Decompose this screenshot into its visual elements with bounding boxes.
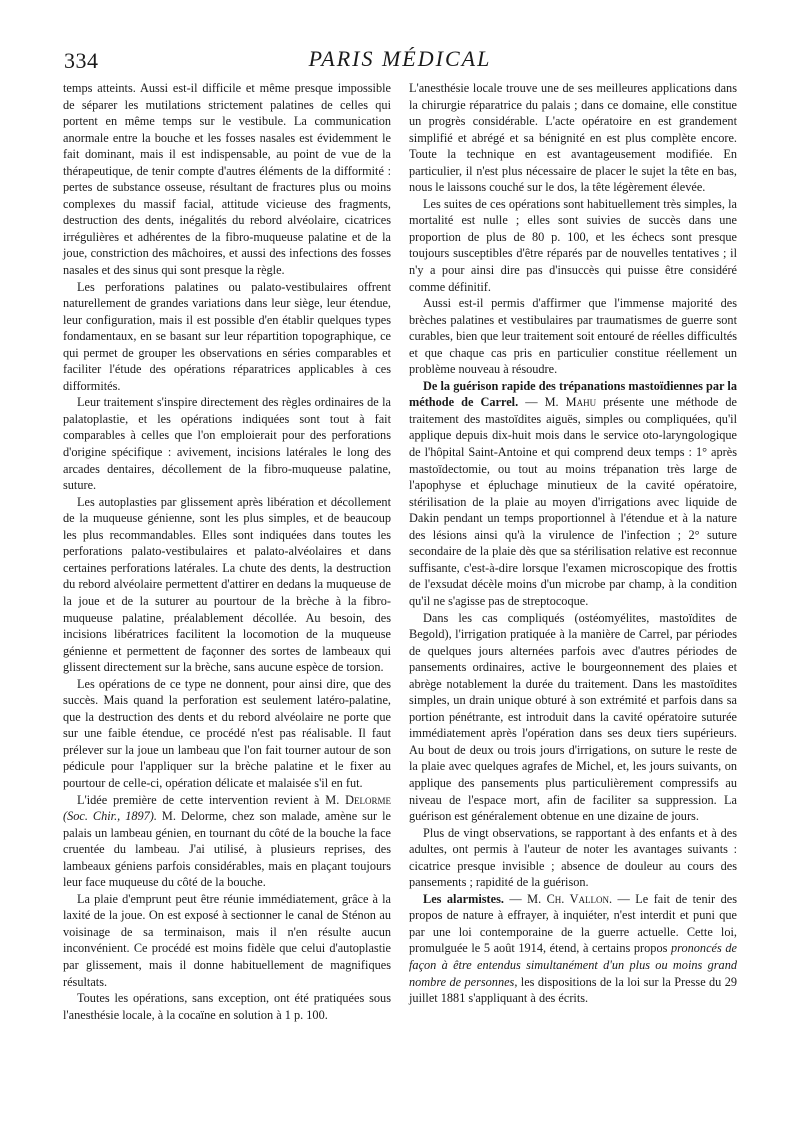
citation: (Soc. Chir., 1897). xyxy=(63,809,157,824)
text-span: — M. xyxy=(518,395,566,410)
section-heading: Les alarmistes. xyxy=(423,891,504,906)
paragraph: Plus de vingt observations, se rapportant à des enfants et à des adultes, ont permis à l'auteur de noter les avantages suivants : cicatrice presque invisible ; absence de douleur au cours des pansements ; rapidité de la guérison. xyxy=(409,825,737,890)
paragraph xyxy=(63,792,391,891)
page-header xyxy=(64,46,736,76)
author-name: Ch. Vallon xyxy=(546,891,609,906)
left-column xyxy=(63,80,391,1023)
paragraph xyxy=(409,891,737,1007)
text-span: présente une méthode de traitement des mastoïdites aiguës, simples ou compliquées, qu'il applique depuis dix-huit mois dans le service oto-laryngologique de l'hôpital Saint-Antoine et qui comprend deux temps : 1° après mastoïdectomie, ou tout au moins trépanation très large de l'apophyse et épluchage minutieux de la cavité opératoire, stérilisation de la plaie au moyen d'irrigations avec liquide de Dakin pendant un temps proportionnel à l'étendue et à la nature des lésions ainsi qu'à la virulence de l'infection ; 2° suture secondaire de la plaie dès que sa stérilisation relative est reconnue suffisante, c'est-à-dire lorsque l'examen microscopique des frottis de l'exsudat décèle moins d'un microbe par champ, à la condition qu'il ne s'agisse pas de streptocoque. xyxy=(409,395,737,608)
text-span: . — Le fait de tenir des propos de nature à effrayer, à inquiéter, n'est interdit et puni que par une loi contemporaine de la guerre actuelle. Cette loi, promulguée le 5 août 1914, étend, à certains propos xyxy=(409,891,737,956)
author-name: Mahu xyxy=(565,395,597,410)
paragraph: Toutes les opérations, sans exception, ont été pratiquées sous l'anesthésie locale, à la cocaïne en solution à 1 p. 100. xyxy=(63,991,391,1022)
text-span: M. Delorme, chez son malade, amène sur le palais un lambeau génien, en tournant du côté de la bouche la face cruentée du lambeau. J'ai utilisé, à plusieurs reprises, des lambeaux géniens parfois considérables, mais en plaçant toujours leur face muqueuse du côté de la bouche. xyxy=(63,809,391,890)
paragraph: Dans les cas compliqués (ostéomyélites, mastoïdites de Begold), l'irrigation pratiquée à la manière de Carrel, par périodes de quelques jours alternées parfois avec d'autres périodes de pansements ordinaires, active le bourgeonnement des plaies et abrège notablement la durée du traitement. Dans les mastoïdites simples, un drain unique obturé à son extrémité et parfois dans sa portion pénétrante, est introduit dans la cavité opératoire suturée immédiatement après l'opération dans ses deux tiers supérieurs. Au bout de deux ou trois jours d'irrigations, on suture le reste de la plaie avec quelques agrafes de Michel, et, les jours suivants, on applique des pansements plus particulièrement compressifs au niveau de l'espace mort, afin de faciliter sa suppression. La guérison est généralement obtenue en une dizaine de jours. xyxy=(409,610,737,824)
paragraph: Les autoplasties par glissement après libération et décollement de la muqueuse génienne, sont les plus simples, et de beaucoup les plus recommandables. Elles sont indiquées dans toutes les perforations palato-vestibulaires et palato-alvéolaires et dans certaines perforations latérales. La chute des dents, la destruction du rebord alvéolaire permettent d'attirer en dedans la muqueuse de la joue et de la suturer au pourtour de la brèche à la fibro-muqueuse palatine, préalablement décollée. Au besoin, des incisions libératrices facilitent la locomotion de la muqueuse génienne et permettent de façonner des sortes de lambeaux qui glissent directement sur la brèche, sans aucune espèce de torsion. xyxy=(63,494,391,675)
paragraph: temps atteints. Aussi est-il difficile et même presque impossible de séparer les mutilations strictement palatines de celles qui portent en même temps sur le vestibule. La communication anormale entre la bouche et les fosses nasales est évidemment le fait dominant, mais il est indispensable, au point de vue de la thérapeutique, de tenir compte d'autres éléments de la difformité : pertes de substance osseuse, résultant de fractures plus ou moins complexes du massif facial, attitude vicieuse des fragments, destruction des dents, inégalités du rebord alvéolaire, cicatrices irrégulières et adhérentes de la fibro-muqueuse palatine et de la joue, constriction des mâchoires, et aussi des infections des fosses nasales et des sinus qui sont presque la règle. xyxy=(63,81,391,278)
paragraph: Les suites de ces opérations sont habituellement très simples, la mortalité est nulle ; elles sont suivies de succès dans une proportion de plus de 80 p. 100, et les échecs sont presque toujours susceptibles d'être réparés par de nouvelles tentatives ; il n'y a pour ainsi dire pas d'insuccès qui puisse être considéré comme définitif. xyxy=(409,196,737,294)
section-heading: De la guérison rapide des trépanations mastoïdiennes par la méthode de Carrel. xyxy=(409,378,737,410)
paragraph: La plaie d'emprunt peut être réunie immédiatement, grâce à la laxité de la joue. On est exposé à sectionner le canal de Sténon au voisinage de sa terminaison, mais il n'en résulte aucun inconvénient. Ce procédé est moins fidèle que celui d'autoplastie par glissement, mais il donne habituellement de magnifiques résultats. xyxy=(63,891,391,989)
italic-quote: prononcés de façon à être entendus simultanément d'un plus ou moins grand nombre de personnes xyxy=(409,941,737,989)
paragraph: Les perforations palatines ou palato-vestibulaires offrent naturellement de grandes variations dans leur siège, leur étendue, leur configuration, mais il est possible d'en établir quelques types fondamentaux, en se basant sur leur répartition topographique, ce qui permet de grouper les observations en séries comparables et faciliter l'étude des opérations réparatrices applicables à ces difformités. xyxy=(63,279,391,393)
author-name: Delorme xyxy=(345,792,391,807)
right-column xyxy=(409,80,737,1007)
paragraph: Les opérations de ce type ne donnent, pour ainsi dire, que des succès. Mais quand la perforation est seulement latéro-palatine, que la destruction des dents et du rebord alvéolaire ne porte que sur une faible étendue, ce procédé n'est pas réalisable. Il faut prélever sur la joue un lambeau que l'on fait tourner autour de son pédicule pour l'appliquer sur la brèche palatine et le fixer au pourtour de celle-ci, opération délicate et malaisée s'il en fut. xyxy=(63,676,391,790)
text-span: L'idée première de cette intervention revient à M. xyxy=(77,792,346,807)
paragraph: Aussi est-il permis d'affirmer que l'immense majorité des brèches palatines et vestibulaires par traumatismes de guerre sont curables, bien que leur traitement soit entouré de réelles difficultés et que chaque cas pris en particulier constitue réellement un problème nouveau à résoudre. xyxy=(409,296,737,377)
text-span: — M. xyxy=(503,891,547,906)
text-span: , les dispositions de la loi sur la Presse du 29 juillet 1881 s'appliquant à des écrits. xyxy=(409,974,737,1006)
paragraph: Leur traitement s'inspire directement des règles ordinaires de la palatoplastie, et les opérations indiquées sont tout à fait comparables à celles que l'on emploierait pour des perforations d'origine spécifique : avivement, incisions latérales le long des arcades dentaires, décollement de la fibro-muqueuse palatine, suture. xyxy=(63,395,391,493)
paragraph: L'anesthésie locale trouve une de ses meilleures applications dans la chirurgie réparatrice du palais ; dans ce domaine, elle constitue un progrès considérable. L'acte opératoire en est grandement simplifié et abrégé et sa bénignité en est plus complète encore. Toute la technique en est avantageusement modifiée. En particulier, il n'est plus nécessaire de placer le sujet la tête en bas, nous le laissons couché sur le dos, la tête légèrement élevée. xyxy=(409,81,737,195)
page-number: 334 xyxy=(64,48,99,73)
paragraph xyxy=(409,378,737,610)
running-title: PARIS MÉDICAL xyxy=(308,46,492,71)
